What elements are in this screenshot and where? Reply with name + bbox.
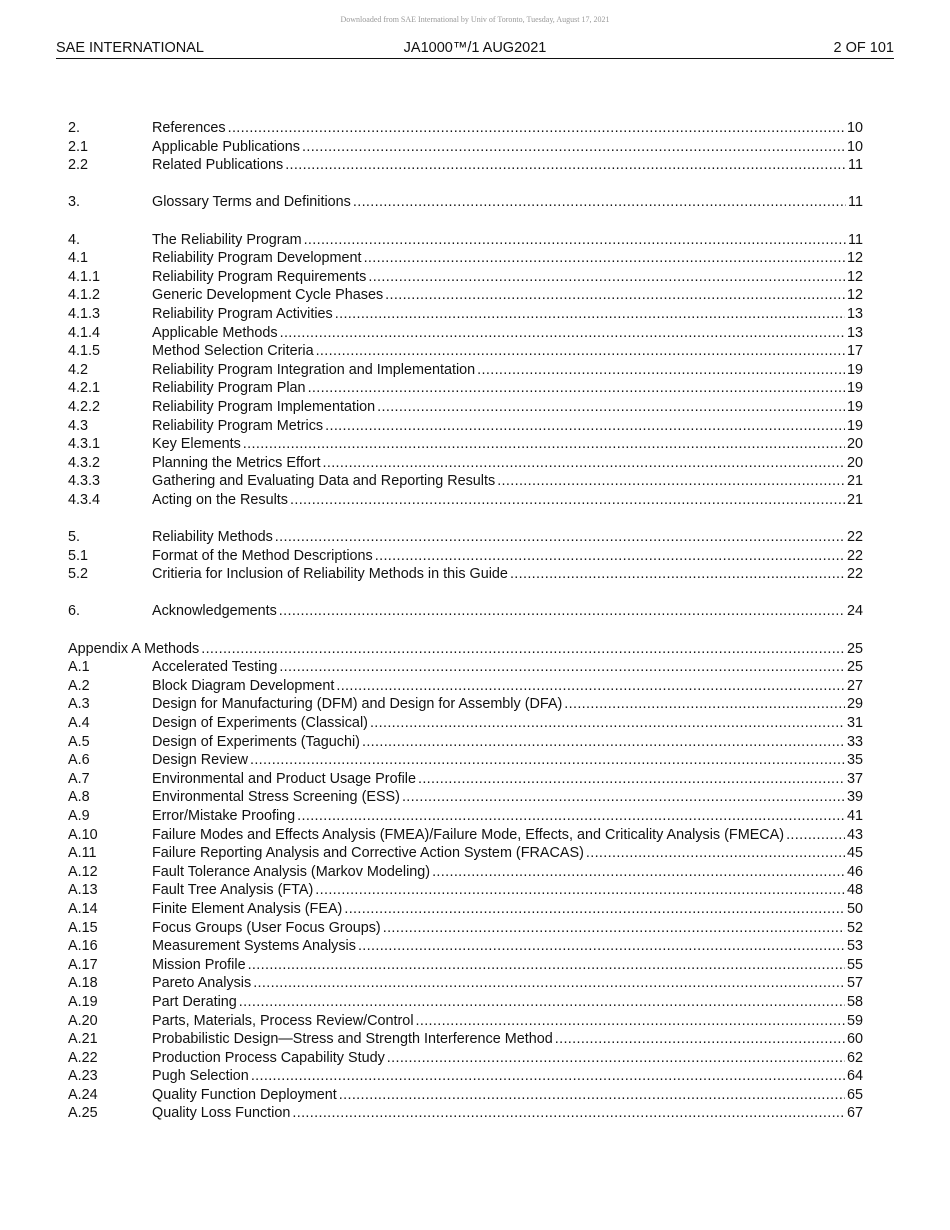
toc-section-title: Pareto Analysis bbox=[152, 975, 252, 992]
download-watermark: Downloaded from SAE International by Univ of Toronto, Tuesday, August 17, 2021 bbox=[340, 15, 610, 24]
toc-dot-leader bbox=[315, 881, 845, 900]
toc-dot-leader bbox=[368, 268, 845, 287]
toc-section-number: 3. bbox=[68, 194, 81, 211]
toc-section-number: A.15 bbox=[68, 919, 98, 936]
toc-page-number: 59 bbox=[846, 1012, 863, 1029]
toc-entry[interactable] bbox=[68, 937, 863, 956]
toc-section-number: 4.1.1 bbox=[68, 268, 101, 285]
toc-section-title: Appendix A Methods bbox=[68, 640, 200, 657]
toc-section-title: Mission Profile bbox=[152, 956, 246, 973]
toc-section-title: Gathering and Evaluating Data and Reporting Results bbox=[152, 473, 496, 490]
toc-entry[interactable] bbox=[68, 807, 863, 826]
toc-section-title: Reliability Program Implementation bbox=[152, 398, 376, 415]
toc-section-title: Acknowledgements bbox=[152, 603, 277, 620]
toc-entry[interactable] bbox=[68, 379, 863, 398]
toc-section-number: A.25 bbox=[68, 1105, 98, 1122]
toc-section-title: Probabilistic Design—Stress and Strength Interference Method bbox=[152, 1031, 553, 1048]
toc-section-number: A.19 bbox=[68, 993, 98, 1010]
toc-dot-leader bbox=[497, 472, 845, 491]
toc-dot-leader bbox=[308, 379, 845, 398]
toc-section-title: Format of the Method Descriptions bbox=[152, 547, 373, 564]
toc-section-number: A.6 bbox=[68, 752, 90, 769]
toc-page-number: 58 bbox=[846, 993, 863, 1010]
toc-section-number: A.5 bbox=[68, 733, 90, 750]
toc-entry[interactable] bbox=[68, 249, 863, 268]
toc-page-number: 11 bbox=[848, 194, 863, 211]
toc-section-number: A.20 bbox=[68, 1012, 98, 1029]
toc-page-number: 20 bbox=[846, 436, 863, 453]
toc-entry[interactable] bbox=[68, 751, 863, 770]
toc-page-number: 25 bbox=[846, 659, 863, 676]
toc-section-number: A.16 bbox=[68, 938, 98, 955]
toc-section-title: Design for Manufacturing (DFM) and Design for Assembly (DFA) bbox=[152, 696, 563, 713]
toc-dot-leader bbox=[786, 826, 845, 845]
toc-entry[interactable] bbox=[68, 863, 863, 882]
toc-section-number: A.9 bbox=[68, 807, 90, 824]
toc-section-number: A.10 bbox=[68, 826, 98, 843]
toc-entry[interactable] bbox=[68, 156, 863, 175]
toc-dot-leader bbox=[418, 770, 845, 789]
toc-section-title: Block Diagram Development bbox=[152, 677, 335, 694]
toc-section-number: A.13 bbox=[68, 882, 98, 899]
toc-entry[interactable] bbox=[68, 844, 863, 863]
toc-entry[interactable] bbox=[68, 324, 863, 343]
toc-section-title: Environmental and Product Usage Profile bbox=[152, 770, 416, 787]
toc-dot-leader bbox=[586, 844, 845, 863]
toc-dot-leader bbox=[362, 733, 845, 752]
toc-dot-leader bbox=[292, 1104, 845, 1123]
toc-entry[interactable] bbox=[68, 138, 863, 157]
toc-entry[interactable] bbox=[68, 900, 863, 919]
toc-entry[interactable] bbox=[68, 677, 863, 696]
toc-section-title: Production Process Capability Study bbox=[152, 1049, 385, 1066]
toc-page-number: 20 bbox=[846, 454, 863, 471]
toc-section-number: 2.2 bbox=[68, 157, 89, 174]
toc-section-title: Method Selection Criteria bbox=[152, 343, 314, 360]
toc-entry[interactable] bbox=[68, 286, 863, 305]
toc-page-number: 12 bbox=[846, 250, 863, 267]
toc-entry[interactable] bbox=[68, 342, 863, 361]
toc-section-number: 4.2.2 bbox=[68, 398, 101, 415]
toc-page-number: 13 bbox=[846, 324, 863, 341]
toc-section-title: Fault Tree Analysis (FTA) bbox=[152, 882, 314, 899]
toc-section-number: 6. bbox=[68, 603, 81, 620]
toc-section-number: A.14 bbox=[68, 900, 98, 917]
toc-entry[interactable] bbox=[68, 547, 863, 566]
toc-section-number: A.21 bbox=[68, 1031, 98, 1048]
toc-section-title: Failure Modes and Effects Analysis (FMEA)/Failure Mode, Effects, and Criticality Analysis (FMECA) bbox=[152, 826, 785, 843]
toc-page-number: 50 bbox=[846, 900, 863, 917]
toc-section-number: A.22 bbox=[68, 1049, 98, 1066]
toc-dot-leader bbox=[336, 677, 845, 696]
toc-entry[interactable] bbox=[68, 305, 863, 324]
toc-page-number: 11 bbox=[848, 231, 863, 248]
toc-section-title: Reliability Program Metrics bbox=[152, 417, 324, 434]
toc-section-title: Reliability Methods bbox=[152, 529, 273, 546]
toc-entry[interactable] bbox=[68, 658, 863, 677]
toc-page-number: 55 bbox=[846, 956, 863, 973]
toc-section-title: Finite Element Analysis (FEA) bbox=[152, 900, 343, 917]
toc-page-number: 12 bbox=[846, 287, 863, 304]
toc-dot-leader bbox=[402, 788, 845, 807]
toc-section-title: Measurement Systems Analysis bbox=[152, 938, 356, 955]
toc-section-title: Parts, Materials, Process Review/Control bbox=[152, 1012, 414, 1029]
toc-section-number: 4.2 bbox=[68, 361, 89, 378]
toc-page-number: 13 bbox=[846, 305, 863, 322]
toc-entry[interactable] bbox=[68, 974, 863, 993]
toc-page-number: 48 bbox=[846, 882, 863, 899]
toc-page-number: 62 bbox=[846, 1049, 863, 1066]
toc-page-number: 37 bbox=[846, 770, 863, 787]
toc-page-number: 17 bbox=[846, 343, 863, 360]
toc-page-number: 60 bbox=[846, 1031, 863, 1048]
toc-section-title: Related Publications bbox=[152, 157, 284, 174]
toc-dot-leader bbox=[285, 156, 846, 175]
toc-page-number: 19 bbox=[846, 398, 863, 415]
toc-entry[interactable] bbox=[68, 1012, 863, 1031]
toc-page-number: 12 bbox=[846, 268, 863, 285]
toc-dot-leader bbox=[339, 1086, 845, 1105]
toc-page-number: 25 bbox=[846, 640, 863, 657]
toc-section-title: References bbox=[152, 120, 226, 136]
toc-page-number: 65 bbox=[846, 1086, 863, 1103]
toc-section-title: Applicable Publications bbox=[152, 138, 300, 155]
toc-entry[interactable] bbox=[68, 733, 863, 752]
toc-section-number: 4.3.1 bbox=[68, 436, 101, 453]
toc-entry[interactable] bbox=[68, 417, 863, 436]
toc-page-number: 19 bbox=[846, 380, 863, 397]
toc-page-number: 64 bbox=[846, 1068, 863, 1085]
toc-section-number: 2. bbox=[68, 120, 81, 136]
toc-section-title: Key Elements bbox=[152, 436, 241, 453]
toc-page-number: 27 bbox=[846, 677, 863, 694]
toc-page-number: 52 bbox=[846, 919, 863, 936]
toc-dot-leader bbox=[385, 286, 845, 305]
toc-entry[interactable] bbox=[68, 231, 863, 250]
toc-page-number: 43 bbox=[846, 826, 863, 843]
toc-dot-leader bbox=[316, 342, 845, 361]
toc-section-number: A.17 bbox=[68, 956, 98, 973]
toc-section-number: 4.1 bbox=[68, 250, 89, 267]
toc-section-title: Applicable Methods bbox=[152, 324, 278, 341]
toc-section-number: 4.1.5 bbox=[68, 343, 101, 360]
toc-dot-leader bbox=[228, 119, 845, 138]
toc-page-number: 67 bbox=[846, 1105, 863, 1122]
toc-entry[interactable] bbox=[68, 361, 863, 380]
toc-entry[interactable] bbox=[68, 1067, 863, 1086]
toc-dot-leader bbox=[353, 193, 846, 212]
toc-section-number: 4.3.3 bbox=[68, 473, 101, 490]
toc-entry[interactable] bbox=[68, 602, 863, 621]
toc-section-number: A.11 bbox=[68, 845, 97, 862]
toc-dot-leader bbox=[477, 361, 845, 380]
toc-dot-leader bbox=[416, 1012, 845, 1031]
toc-section-title: Critieria for Inclusion of Reliability Methods in this Guide bbox=[152, 566, 508, 583]
toc-entry[interactable] bbox=[68, 788, 863, 807]
toc-entry[interactable] bbox=[68, 435, 863, 454]
toc-section-number: A.4 bbox=[68, 715, 90, 731]
toc-entry[interactable] bbox=[68, 268, 863, 287]
toc-section-number: 4. bbox=[68, 231, 81, 248]
toc-section-title: Glossary Terms and Definitions bbox=[152, 194, 351, 211]
toc-page-number: 10 bbox=[846, 138, 863, 155]
toc-section-title: Reliability Program Activities bbox=[152, 305, 333, 322]
toc-section-title: Acting on the Results bbox=[152, 491, 288, 508]
toc-entry[interactable] bbox=[68, 881, 863, 900]
toc-section-number: A.18 bbox=[68, 975, 98, 992]
toc-dot-leader bbox=[275, 528, 845, 547]
toc-section-number: 4.1.2 bbox=[68, 287, 101, 304]
toc-page-number: 22 bbox=[846, 529, 863, 546]
toc-page-number: 22 bbox=[846, 566, 863, 583]
toc-dot-leader bbox=[243, 435, 845, 454]
toc-section-number: 5. bbox=[68, 529, 81, 546]
toc-page-number: 57 bbox=[846, 975, 863, 992]
toc-entry[interactable] bbox=[68, 1049, 863, 1068]
toc-dot-leader bbox=[377, 398, 845, 417]
toc-section-title: Quality Function Deployment bbox=[152, 1086, 337, 1103]
toc-section-title: Design of Experiments (Taguchi) bbox=[152, 733, 360, 750]
toc-section-title: Reliability Program Development bbox=[152, 250, 362, 267]
toc-dot-leader bbox=[383, 919, 845, 938]
toc-section-title: Pugh Selection bbox=[152, 1068, 249, 1085]
toc-entry[interactable] bbox=[68, 640, 863, 659]
toc-section-title: Failure Reporting Analysis and Corrective Action System (FRACAS) bbox=[152, 845, 584, 862]
toc-page-number: 39 bbox=[846, 789, 863, 806]
toc-section-title: Design Review bbox=[152, 752, 248, 769]
toc-entry[interactable] bbox=[68, 770, 863, 789]
toc-page-number: 41 bbox=[846, 807, 863, 824]
toc-dot-leader bbox=[239, 993, 845, 1012]
toc-dot-leader bbox=[290, 491, 845, 510]
toc-dot-leader bbox=[364, 249, 845, 268]
toc-section-number: 5.2 bbox=[68, 566, 89, 583]
toc-section-title: Focus Groups (User Focus Groups) bbox=[152, 919, 381, 936]
toc-section-number: 2.1 bbox=[68, 138, 89, 155]
toc-section-number: 4.1.4 bbox=[68, 324, 101, 341]
toc-dot-leader bbox=[250, 751, 845, 770]
toc-entry[interactable] bbox=[68, 454, 863, 473]
toc-page-number: 29 bbox=[846, 696, 863, 713]
toc-entry[interactable] bbox=[68, 993, 863, 1012]
toc-page-number: 53 bbox=[846, 938, 863, 955]
toc-dot-leader bbox=[279, 658, 845, 677]
toc-section-title: Reliability Program Plan bbox=[152, 380, 306, 397]
toc-page-number: 33 bbox=[846, 733, 863, 750]
toc-section-number: 4.1.3 bbox=[68, 305, 101, 322]
toc-section-title: Planning the Metrics Effort bbox=[152, 454, 321, 471]
toc-dot-leader bbox=[251, 1067, 845, 1086]
toc-page-number: 10 bbox=[846, 120, 863, 136]
toc-page-number: 21 bbox=[846, 491, 863, 508]
toc-section-title: Part Derating bbox=[152, 993, 237, 1010]
toc-section-title: Generic Development Cycle Phases bbox=[152, 287, 384, 304]
toc-dot-leader bbox=[375, 547, 845, 566]
toc-section-number: A.23 bbox=[68, 1068, 98, 1085]
page-header bbox=[56, 38, 894, 59]
toc-entry[interactable] bbox=[68, 491, 863, 510]
toc-section-number: A.24 bbox=[68, 1086, 98, 1103]
toc-entry[interactable] bbox=[68, 1030, 863, 1049]
toc-section-title: Accelerated Testing bbox=[152, 659, 278, 676]
toc-page-number: 45 bbox=[846, 845, 863, 862]
toc-entry[interactable] bbox=[68, 695, 863, 714]
header-document-id: JA1000™/1 AUG2021 bbox=[403, 40, 547, 56]
toc-entry[interactable] bbox=[68, 472, 863, 491]
toc-entry[interactable] bbox=[68, 956, 863, 975]
toc-page-number: 24 bbox=[846, 603, 863, 620]
toc-entry[interactable] bbox=[68, 565, 863, 584]
toc-dot-leader bbox=[280, 324, 845, 343]
toc-entry[interactable] bbox=[68, 1104, 863, 1123]
toc-dot-leader bbox=[335, 305, 845, 324]
toc-page-number: 19 bbox=[846, 361, 863, 378]
toc-section-title: Reliability Program Integration and Implementation bbox=[152, 361, 476, 378]
toc-section-title: Reliability Program Requirements bbox=[152, 268, 367, 285]
toc-page-number: 22 bbox=[846, 547, 863, 564]
toc-section-number: 4.3 bbox=[68, 417, 89, 434]
toc-section-number: 4.2.1 bbox=[68, 380, 101, 397]
toc-section-number: A.12 bbox=[68, 863, 98, 880]
toc-dot-leader bbox=[279, 602, 845, 621]
table-of-contents bbox=[68, 119, 863, 1123]
toc-section-number: A.3 bbox=[68, 696, 90, 713]
toc-section-number: A.1 bbox=[68, 659, 90, 676]
toc-section-title: Error/Mistake Proofing bbox=[152, 807, 296, 824]
toc-dot-leader bbox=[358, 937, 845, 956]
toc-entry[interactable] bbox=[68, 1086, 863, 1105]
toc-section-title: Fault Tolerance Analysis (Markov Modeling) bbox=[152, 863, 431, 880]
toc-page-number: 11 bbox=[848, 157, 863, 174]
toc-entry[interactable] bbox=[68, 193, 863, 212]
toc-entry[interactable] bbox=[68, 398, 863, 417]
toc-dot-leader bbox=[323, 454, 845, 473]
toc-dot-leader bbox=[253, 974, 845, 993]
toc-page-number: 46 bbox=[846, 863, 863, 880]
toc-section-title: The Reliability Program bbox=[152, 231, 302, 248]
toc-dot-leader bbox=[555, 1030, 845, 1049]
toc-dot-leader bbox=[432, 863, 845, 882]
toc-page-number: 31 bbox=[846, 715, 863, 731]
toc-section-number: A.2 bbox=[68, 677, 90, 694]
toc-entry[interactable] bbox=[68, 528, 863, 547]
toc-dot-leader bbox=[248, 956, 845, 975]
toc-dot-leader bbox=[302, 138, 845, 157]
toc-section-title: Environmental Stress Screening (ESS) bbox=[152, 789, 400, 806]
toc-section-title: Quality Loss Function bbox=[152, 1105, 291, 1122]
toc-entry[interactable] bbox=[68, 826, 863, 845]
toc-dot-leader bbox=[387, 1049, 845, 1068]
toc-page-number: 21 bbox=[846, 473, 863, 490]
toc-dot-leader bbox=[344, 900, 845, 919]
toc-section-number: 5.1 bbox=[68, 547, 89, 564]
header-page-number: 2 OF 101 bbox=[833, 40, 894, 56]
toc-dot-leader bbox=[370, 714, 845, 733]
toc-dot-leader bbox=[510, 565, 845, 584]
toc-dot-leader bbox=[304, 231, 846, 250]
toc-page-number: 19 bbox=[846, 417, 863, 434]
toc-entry[interactable] bbox=[68, 714, 863, 733]
header-publisher: SAE INTERNATIONAL bbox=[56, 40, 204, 56]
toc-dot-leader bbox=[297, 807, 845, 826]
toc-page-number: 35 bbox=[846, 752, 863, 769]
toc-entry[interactable] bbox=[68, 919, 863, 938]
toc-dot-leader bbox=[201, 640, 845, 659]
toc-dot-leader bbox=[564, 695, 845, 714]
toc-dot-leader bbox=[325, 417, 845, 436]
toc-entry[interactable] bbox=[68, 119, 863, 138]
toc-section-number: A.7 bbox=[68, 770, 90, 787]
toc-section-number: A.8 bbox=[68, 789, 90, 806]
toc-section-title: Design of Experiments (Classical) bbox=[152, 715, 368, 731]
toc-section-number: 4.3.4 bbox=[68, 491, 101, 508]
toc-section-number: 4.3.2 bbox=[68, 454, 101, 471]
